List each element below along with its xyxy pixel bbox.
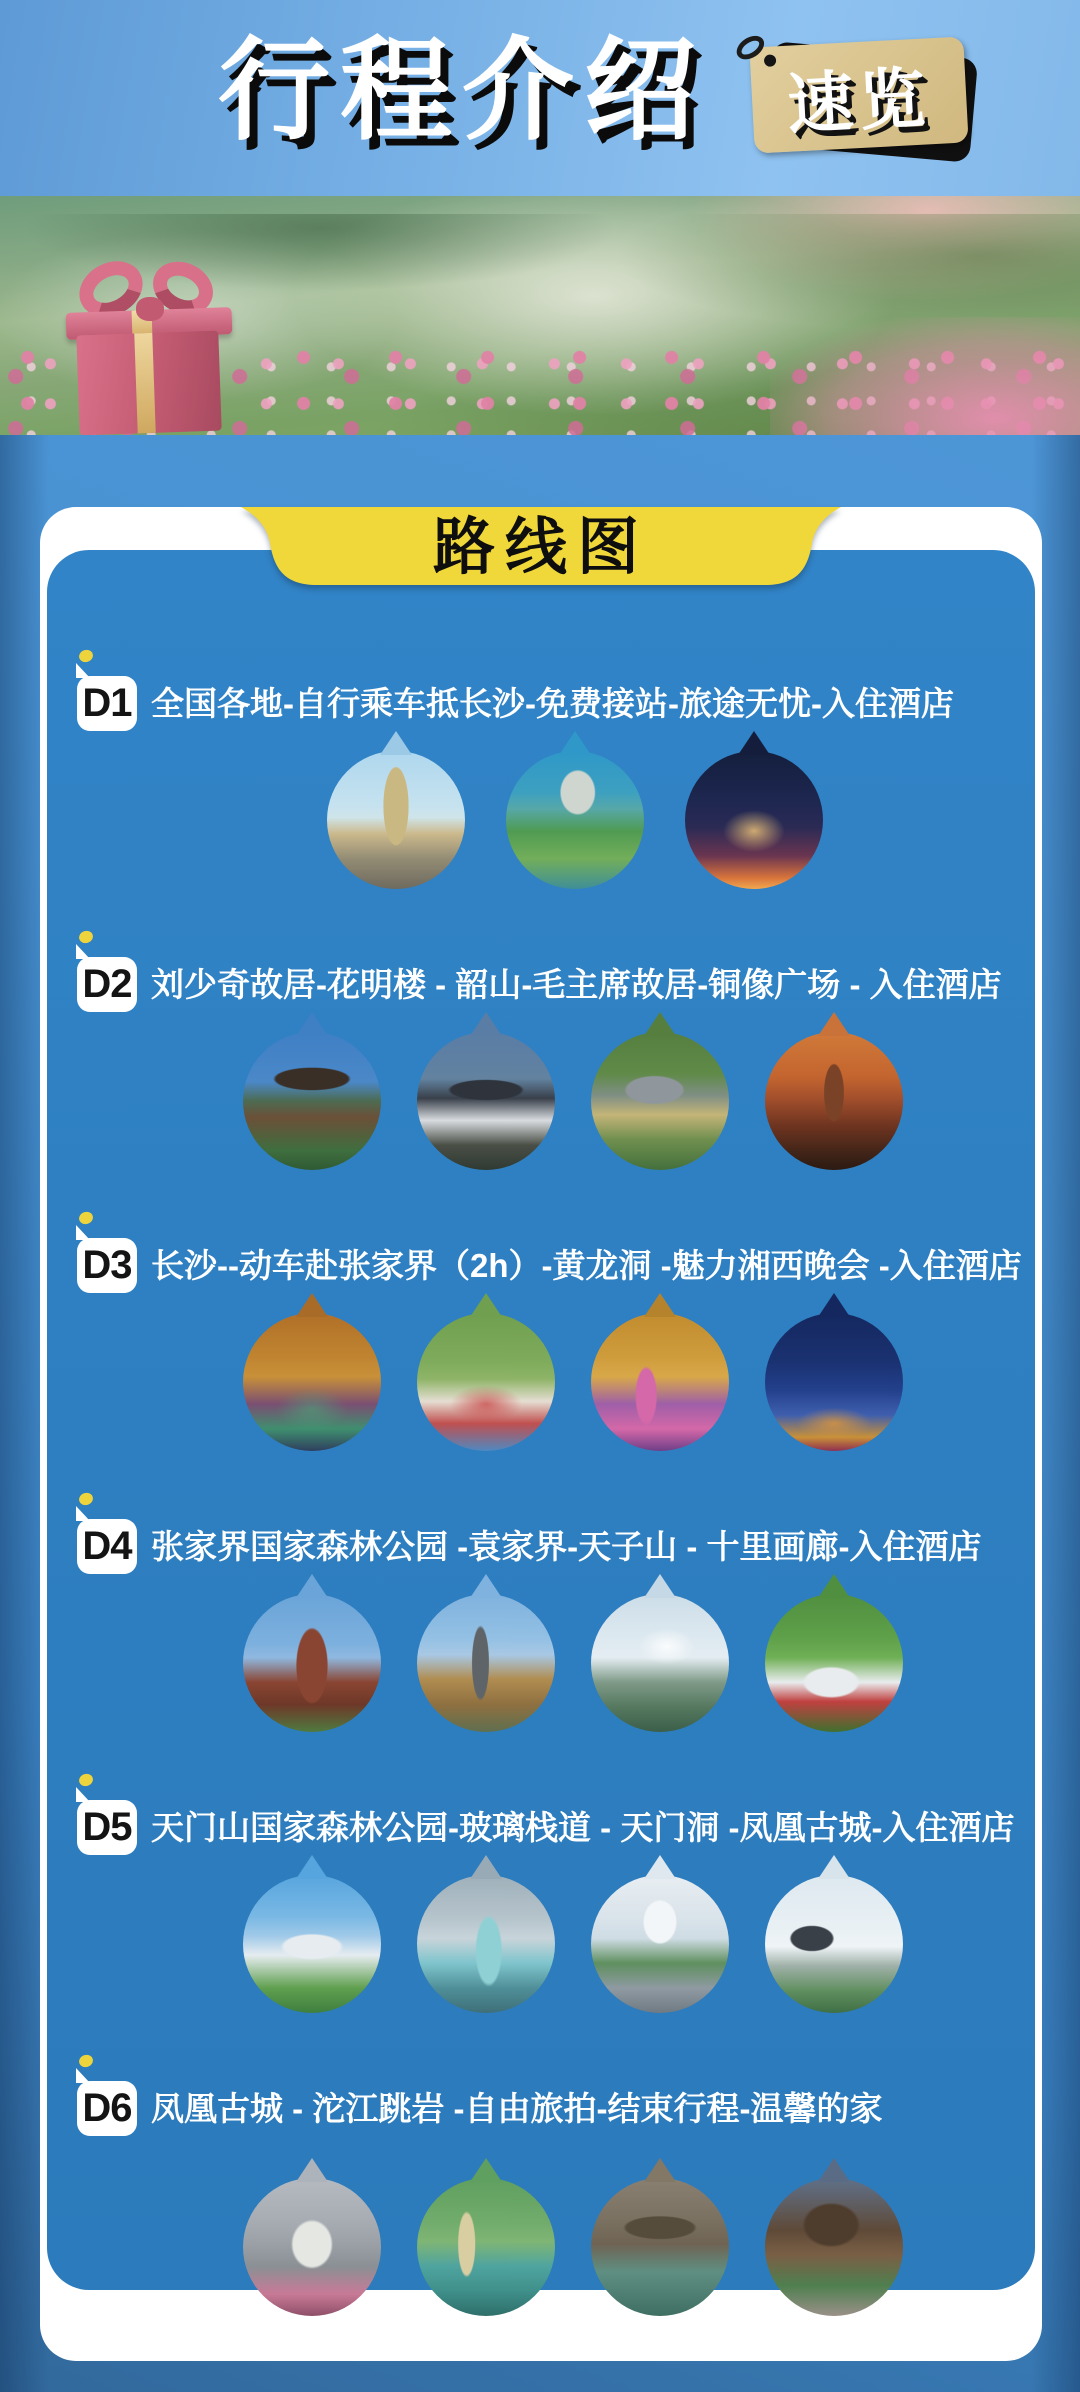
page-title: 行程介绍 xyxy=(218,28,706,153)
quick-view-label: 速览 xyxy=(785,59,934,142)
day-route-text-d2: 刘少奇故居-花明楼 - 韶山-毛主席故居-铜像广场 - 入住酒店 xyxy=(151,966,1002,1003)
day-photos-d5 xyxy=(47,1875,1035,2035)
photo-tuojiang-stilted-houses xyxy=(591,2178,729,2316)
day-route-text-d3: 长沙--动车赴张家界（2h）-黄龙洞 -魅力湘西晚会 -入住酒店 xyxy=(151,1247,1022,1284)
gift-box-illustration xyxy=(60,237,320,435)
photo-mao-former-residence-aerial xyxy=(591,1032,729,1170)
photo-orange-isle-mao-statue xyxy=(506,751,644,889)
tag-ring-icon xyxy=(732,31,768,64)
photo-shaoshan-memorial-building xyxy=(417,1032,555,1170)
day-photos-d6 xyxy=(47,2178,1035,2338)
photo-bronze-statue-square-sunset xyxy=(765,1032,903,1170)
flower-cluster xyxy=(770,317,1080,435)
day-badge-label: D4 xyxy=(82,1524,132,1568)
hero-landscape-photo xyxy=(0,196,1080,435)
tag-front-card xyxy=(749,36,968,153)
day-photos-d4 xyxy=(47,1594,1035,1754)
route-map-card xyxy=(40,507,1042,2361)
photo-tianzishan-misty-peaks xyxy=(591,1594,729,1732)
photo-ten-mile-gallery-train xyxy=(765,1594,903,1732)
route-map-panel xyxy=(47,550,1035,2290)
quick-view-tag xyxy=(752,38,970,156)
photo-cable-cars-over-clouds xyxy=(765,1875,903,2013)
day-badge-label: D2 xyxy=(82,962,132,1006)
day-badge-d2 xyxy=(77,957,137,1012)
day-route-text-d5: 天门山国家森林公园-玻璃栈道 - 天门洞 -凤凰古城-入住酒店 xyxy=(151,1809,1015,1846)
day-photos-d3 xyxy=(47,1313,1035,1473)
day-route-text-d4: 张家界国家森林公园 -袁家界-天子山 - 十里画廊-入住酒店 xyxy=(151,1528,982,1565)
day-badge-d4 xyxy=(77,1519,137,1574)
photo-tianmenshan-cableway-station xyxy=(243,1875,381,2013)
day-photos-d2 xyxy=(47,1032,1035,1192)
photo-tuojiang-river-pagoda xyxy=(417,2178,555,2316)
ribbon-knot xyxy=(136,297,164,321)
photo-tianzi-pavilion-pagoda xyxy=(243,1594,381,1732)
day-badge-d3 xyxy=(77,1238,137,1293)
day-route-text-d1: 全国各地-自行乘车抵长沙-免费接站-旅途无忧-入住酒店 xyxy=(151,685,954,722)
photo-cave-stalagmites-lights xyxy=(591,1313,729,1451)
day-badge-d5 xyxy=(77,1800,137,1855)
photo-phoenix-city-stone-gate xyxy=(243,2178,381,2316)
photo-changsha-night-landmark xyxy=(685,751,823,889)
photo-hongqiao-bridge-tower xyxy=(765,2178,903,2316)
day-photos-d1 xyxy=(47,751,1035,911)
photo-yellow-dragon-cave xyxy=(243,1313,381,1451)
tag-pin-icon xyxy=(764,54,777,67)
day-badge-d1 xyxy=(77,676,137,731)
route-map-title: 路线图 xyxy=(432,513,649,582)
day-badge-label: D1 xyxy=(82,681,132,725)
day-badge-label: D6 xyxy=(82,2086,132,2130)
day-route-text-d6: 凤凰古城 - 沱江跳岩 -自由旅拍-结束行程-温馨的家 xyxy=(151,2090,883,2127)
day-badge-label: D5 xyxy=(82,1805,132,1849)
photo-xiangxi-folk-dancers xyxy=(417,1313,555,1451)
photo-huaminglou-archway xyxy=(243,1032,381,1170)
gift-box-body xyxy=(76,331,221,435)
day-badge-label: D3 xyxy=(82,1243,132,1287)
photo-bailong-elevator-cliff xyxy=(417,1594,555,1732)
photo-changsha-railway-station xyxy=(327,751,465,889)
header xyxy=(0,0,1080,196)
photo-tianmen-cave-stairs xyxy=(591,1875,729,2013)
photo-glass-skywalk xyxy=(417,1875,555,2013)
photo-charming-xiangxi-show xyxy=(765,1313,903,1451)
route-map-banner xyxy=(241,507,841,593)
day-badge-d6 xyxy=(77,2081,137,2136)
